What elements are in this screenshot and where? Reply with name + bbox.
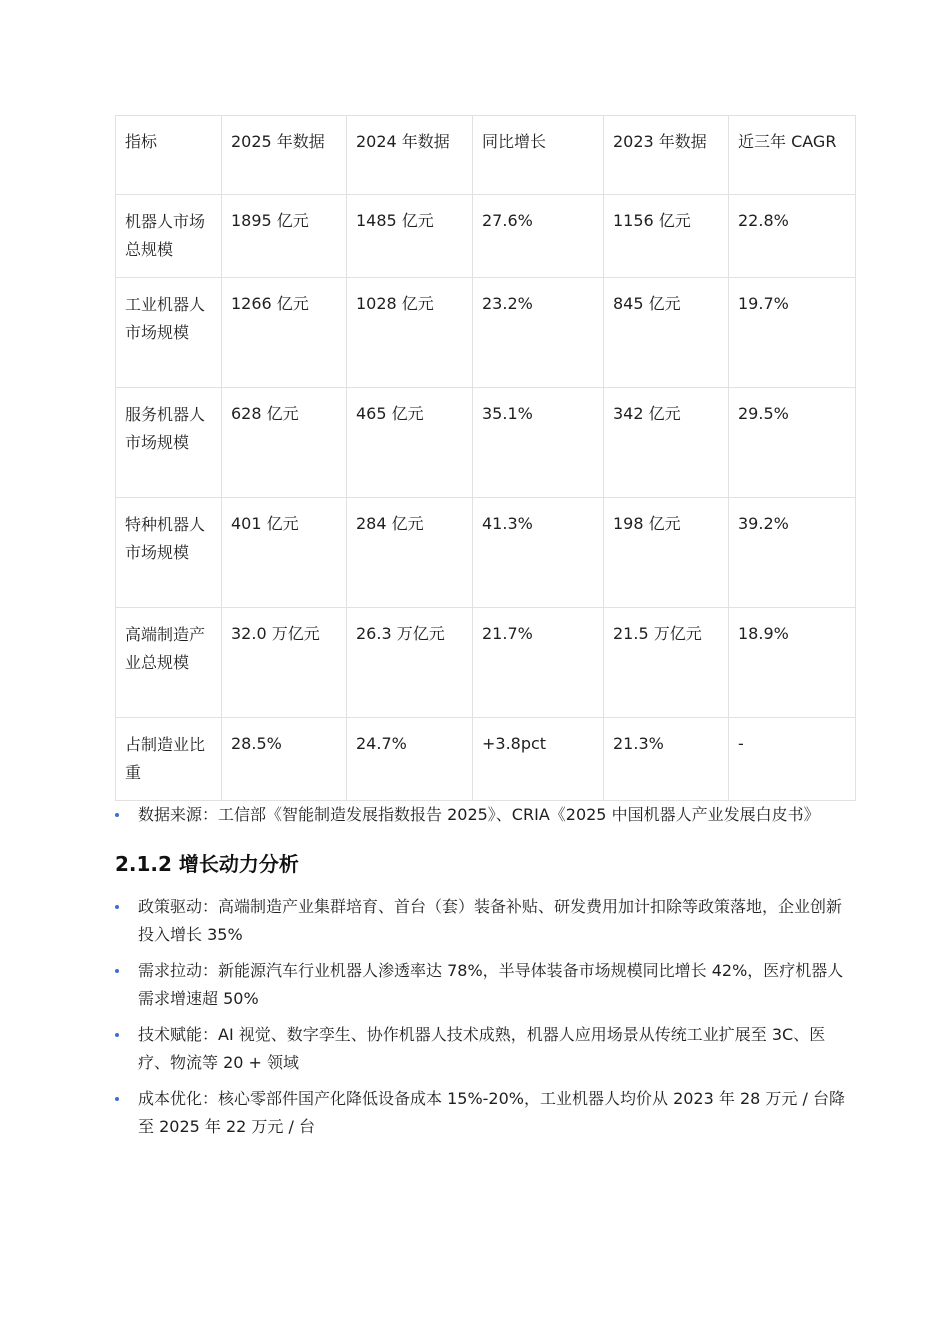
- table-cell: [222, 195, 347, 278]
- table-cell: [222, 718, 347, 801]
- table-cell: [222, 608, 347, 718]
- table-row: [116, 195, 856, 278]
- cell-value: 27.6%: [482, 211, 533, 230]
- table-row: [116, 608, 856, 718]
- row-label: 特种机器人市场规模: [116, 498, 222, 608]
- table-cell: [347, 718, 473, 801]
- source-note-text: 数据来源：工信部《智能制造发展指数报告 2025》、CRIA《2025 中国机器人产业发展白皮书》: [138, 805, 820, 824]
- cell-value: 21.5 万亿元: [613, 624, 702, 643]
- row-label: 工业机器人市场规模: [116, 278, 222, 388]
- cell-value: 29.5%: [738, 404, 789, 423]
- table-header-row: [116, 116, 856, 195]
- list-item: [115, 893, 855, 949]
- table-row: [116, 388, 856, 498]
- cell-value: 35.1%: [482, 404, 533, 423]
- table-cell: [347, 278, 473, 388]
- cell-value: 1485 亿元: [356, 211, 434, 230]
- table-cell: [473, 388, 604, 498]
- table-row: [116, 498, 856, 608]
- cell-value: 1266 亿元: [231, 294, 309, 313]
- bullet-icon: [115, 905, 119, 909]
- cell-value: 342 亿元: [613, 404, 681, 423]
- header-cell: 2024 年数据: [347, 116, 473, 195]
- list-item-text: 需求拉动：新能源汽车行业机器人渗透率达 78%，半导体装备市场规模同比增长 42%，医疗机器人需求增速超 50%: [138, 961, 844, 1008]
- table-cell: [729, 718, 856, 801]
- cell-value: 465 亿元: [356, 404, 424, 423]
- table-cell: [604, 388, 729, 498]
- bullet-icon: [115, 1097, 119, 1101]
- cell-value: 1156 亿元: [613, 211, 691, 230]
- table-cell: [473, 498, 604, 608]
- table-cell: [729, 195, 856, 278]
- table-cell: [729, 608, 856, 718]
- section-heading: 2.1.2 增长动力分析: [115, 852, 299, 876]
- cell-value: 21.3%: [613, 734, 664, 753]
- table-cell: [729, 278, 856, 388]
- cell-value: 401 亿元: [231, 514, 299, 533]
- table-cell: [604, 608, 729, 718]
- list-item-text: 政策驱动：高端制造产业集群培育、首台（套）装备补贴、研发费用加计扣除等政策落地，企业创新投入增长 35%: [138, 897, 843, 944]
- growth-drivers-list: [115, 893, 855, 1141]
- header-cell: 指标: [116, 116, 222, 195]
- market-data-table: [115, 115, 856, 801]
- table-cell: [473, 195, 604, 278]
- table-cell: [347, 608, 473, 718]
- cell-value: 845 亿元: [613, 294, 681, 313]
- row-label: 高端制造产业总规模: [116, 608, 222, 718]
- header-cell: 2025 年数据: [222, 116, 347, 195]
- table-cell: [347, 498, 473, 608]
- cell-value: -: [738, 734, 744, 753]
- cell-value: 1895 亿元: [231, 211, 309, 230]
- list-item: [115, 1085, 855, 1141]
- row-label: 服务机器人市场规模: [116, 388, 222, 498]
- table-cell: [347, 195, 473, 278]
- cell-value: 1028 亿元: [356, 294, 434, 313]
- table-cell: [729, 388, 856, 498]
- table-cell: [729, 498, 856, 608]
- cell-value: +3.8pct: [482, 734, 547, 753]
- header-cell: 2023 年数据: [604, 116, 729, 195]
- document-page: [115, 115, 855, 1149]
- cell-value: 26.3 万亿元: [356, 624, 445, 643]
- cell-value: 198 亿元: [613, 514, 681, 533]
- cell-value: 22.8%: [738, 211, 789, 230]
- source-note: [115, 801, 855, 829]
- cell-value: 284 亿元: [356, 514, 424, 533]
- cell-value: 19.7%: [738, 294, 789, 313]
- cell-value: 18.9%: [738, 624, 789, 643]
- header-cell: 同比增长: [473, 116, 604, 195]
- table-cell: [222, 278, 347, 388]
- table-cell: [604, 278, 729, 388]
- table-cell: [473, 608, 604, 718]
- list-item-text: 技术赋能：AI 视觉、数字孪生、协作机器人技术成熟，机器人应用场景从传统工业扩展至 3C、医疗、物流等 20 + 领域: [138, 1025, 826, 1072]
- cell-value: 23.2%: [482, 294, 533, 313]
- table-cell: [473, 278, 604, 388]
- row-label: 机器人市场总规模: [116, 195, 222, 278]
- row-label: 占制造业比重: [116, 718, 222, 801]
- table-cell: [347, 388, 473, 498]
- cell-value: 628 亿元: [231, 404, 299, 423]
- table-row: [116, 718, 856, 801]
- source-note-list: [115, 801, 855, 829]
- bullet-icon: [115, 813, 119, 817]
- table-cell: [604, 718, 729, 801]
- cell-value: 32.0 万亿元: [231, 624, 320, 643]
- table-row: [116, 278, 856, 388]
- cell-value: 21.7%: [482, 624, 533, 643]
- table-cell: [222, 498, 347, 608]
- cell-value: 28.5%: [231, 734, 282, 753]
- cell-value: 39.2%: [738, 514, 789, 533]
- cell-value: 24.7%: [356, 734, 407, 753]
- bullet-icon: [115, 1033, 119, 1037]
- list-item: [115, 1021, 855, 1077]
- table-cell: [604, 195, 729, 278]
- cell-value: 41.3%: [482, 514, 533, 533]
- table-cell: [222, 388, 347, 498]
- header-cell: 近三年 CAGR: [729, 116, 856, 195]
- list-item: [115, 957, 855, 1013]
- table-cell: [473, 718, 604, 801]
- bullet-icon: [115, 969, 119, 973]
- list-item-text: 成本优化：核心零部件国产化降低设备成本 15%-20%，工业机器人均价从 2023 年 28 万元 / 台降至 2025 年 22 万元 / 台: [138, 1089, 845, 1136]
- table-cell: [604, 498, 729, 608]
